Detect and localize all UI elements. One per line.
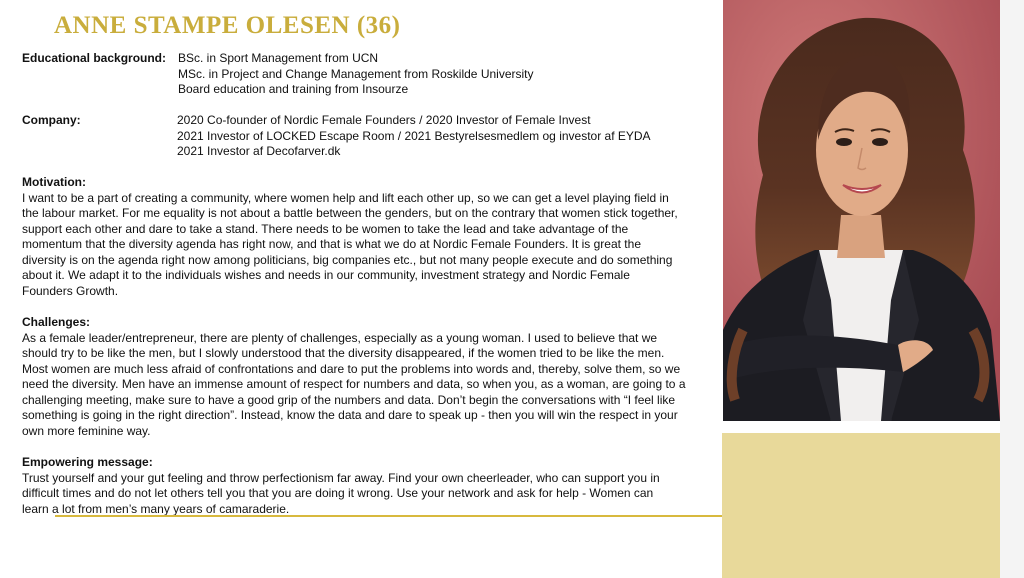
education-label: Educational background: (22, 51, 167, 65)
motivation-line: Founders Growth. (22, 283, 119, 298)
motivation-line: momentum that the diversity agenda has right now, and that is what we do at Nordic Female Founders. It is great the (22, 237, 641, 251)
company-line: 2020 Co-founder of Nordic Female Founders / 2020 Investor of Female Invest (177, 113, 591, 127)
motivation-section (22, 175, 724, 299)
motivation-heading: Motivation: (22, 175, 86, 189)
challenges-section (22, 315, 724, 439)
company-line: 2021 Investor of LOCKED Escape Room / 2021 Bestyrelsesmedlem og investor af EYDA (177, 128, 651, 143)
challenges-heading: Challenges: (22, 315, 91, 329)
company-lines (177, 113, 651, 160)
portrait-photo (723, 0, 1000, 421)
motivation-text (22, 191, 724, 300)
empowering-heading: Empowering message: (22, 455, 153, 469)
challenges-line: Most women are much less afraid of confrontations and dare to put the problems into words and, thereby, solve them, so we (22, 361, 681, 376)
accent-box (722, 433, 1000, 578)
motivation-line: I want to be a part of creating a community, where women help and lift each other up, so we can get a level playing field in (22, 190, 669, 205)
page-title: ANNE STAMPE OLESEN (36) (54, 12, 401, 39)
education-line: BSc. in Sport Management from UCN (178, 51, 379, 65)
challenges-line: challenging meeting, make sure to have a good grip of the numbers and data. Don’t begin the conversations with “I feel like (22, 392, 676, 407)
company-label: Company: (22, 113, 81, 127)
motivation-line: the labour market. For me equality is not about a battle between the genders, but on the contrary that women stick together, (22, 206, 678, 220)
challenges-line: need the diversity. Men have an immense amount of respect for numbers and data, so when you, as a woman, are going to a (22, 377, 686, 391)
motivation-line: about it. We adapt it to the individuals wishes and needs in our community, investment strategy and Nordic Female (22, 268, 630, 282)
page-edge (1000, 0, 1024, 578)
education-lines (178, 51, 534, 98)
company-line: 2021 Investor af Decofarver.dk (177, 144, 341, 158)
motivation-line: support each other and dare to take a stand. There needs to be women to take the lead and take advantage of the (22, 221, 629, 236)
empowering-line: difficult times and do not let others tell you that you are doing it wrong. Use your network and ask for help - Women can (22, 486, 654, 500)
empowering-text (22, 471, 724, 518)
challenges-line: own more feminine way. (22, 423, 151, 438)
portrait-illustration (723, 0, 1000, 421)
empowering-line: Trust yourself and your gut feeling and throw perfectionism far away. Find your own cheerleader, who can support you in (22, 470, 660, 485)
challenges-line: As a female leader/entrepreneur, there are plenty of challenges, especially as a young woman. I used to believe that we (22, 330, 658, 345)
empowering-section (22, 455, 724, 517)
challenges-line: should try to be like the men, but I slowly understood that the diversity disappeared, if the women tried to be like the men. (22, 346, 665, 360)
empowering-line: learn a lot from men’s many years of camaraderie. (22, 501, 290, 516)
education-line: MSc. in Project and Change Management from Roskilde University (178, 66, 534, 81)
challenges-line: something is going in the right direction”. Instead, know the data and dare to speak up - then you will win the respect in your (22, 408, 678, 422)
education-line: Board education and training from Insourze (178, 82, 409, 96)
challenges-text (22, 331, 724, 440)
motivation-line: diversity is on the agenda right now among politicians, big companies etc., but not many people execute and do something (22, 252, 673, 267)
